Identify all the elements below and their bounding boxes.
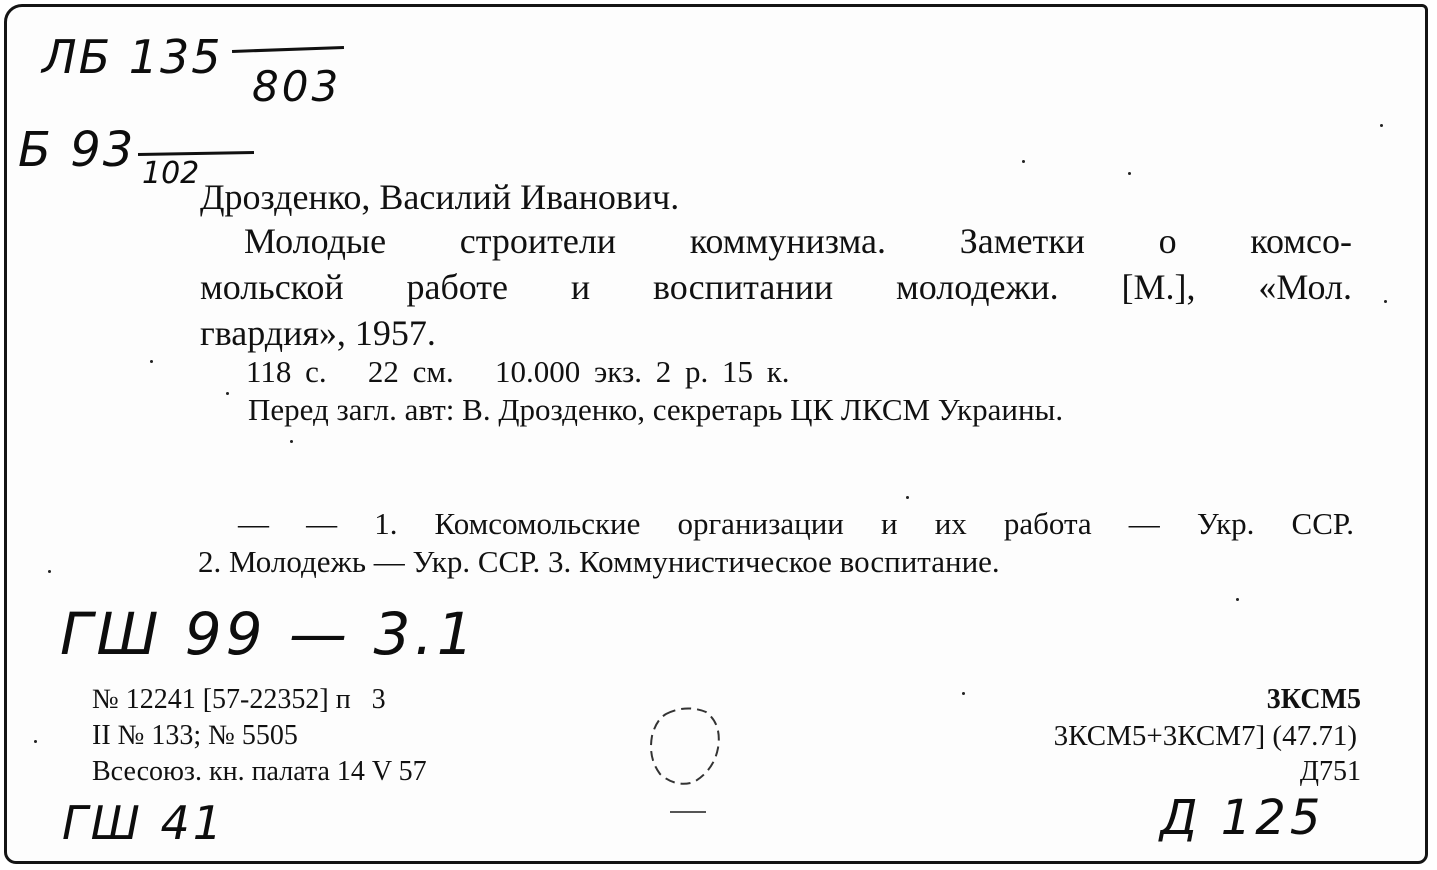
handwritten-shelfmark-mid-fraction: 102 bbox=[142, 156, 200, 191]
entry-title-line-3: гвардия», 1957. bbox=[200, 313, 436, 353]
entry-author: Дрозденко, Василий Иванович. bbox=[200, 177, 680, 217]
handwritten-location-code-1: ГШ 99 — 3.1 bbox=[60, 600, 478, 668]
entry-title-line-1: Молодые строители коммунизма. Заметки о комсо- bbox=[244, 221, 1352, 261]
imprint-line-1: № 12241 [57-22352] п 3 bbox=[92, 684, 386, 715]
scan-speck bbox=[290, 440, 293, 443]
handwritten-note-bottom-right: Д 125 bbox=[1160, 790, 1325, 846]
scan-speck bbox=[48, 570, 51, 573]
scan-speck bbox=[906, 496, 909, 499]
entry-subjects-line-1: — — 1. Комсомольские организации и их работа — Укр. ССР. bbox=[238, 506, 1354, 541]
scan-speck bbox=[1022, 160, 1025, 163]
scan-speck bbox=[1236, 598, 1239, 601]
imprint-line-3: Всесоюз. кн. палата 14 V 57 bbox=[92, 756, 427, 787]
entry-subjects-line-2: 2. Молодежь — Укр. ССР. 3. Коммунистическое воспитание. bbox=[198, 544, 1000, 579]
entry-note: Перед загл. авт: В. Дрозденко, секретарь ЦК ЛКСМ Украины. bbox=[248, 392, 1064, 427]
classification-line-1: 3КСМ5 bbox=[1266, 684, 1361, 715]
imprint-line-2: II № 133; № 5505 bbox=[92, 720, 298, 751]
entry-title-line-2: мольской работе и воспитании молодежи. [М.], «Мол. bbox=[200, 267, 1352, 307]
scan-speck bbox=[226, 392, 229, 395]
scan-speck bbox=[1128, 172, 1131, 175]
scan-speck bbox=[1380, 124, 1383, 127]
handwritten-shelfmark-mid: Б 93 bbox=[18, 122, 136, 178]
scan-speck bbox=[962, 692, 965, 695]
handwritten-shelfmark-top: ЛБ 135 bbox=[42, 30, 223, 84]
handwritten-shelfmark-top-fraction: 803 bbox=[252, 62, 342, 111]
classification-line-2: 3КСМ5+3КСМ7] (47.71) bbox=[1053, 720, 1357, 752]
scan-speck bbox=[1384, 300, 1387, 303]
handwritten-location-code-2: ГШ 41 bbox=[62, 796, 225, 850]
card-hole-mark bbox=[636, 700, 736, 820]
scan-speck bbox=[150, 360, 153, 363]
classification-line-3: Д751 bbox=[1299, 756, 1361, 787]
entry-collation: 118 с. 22 см. 10.000 экз. 2 р. 15 к. bbox=[246, 354, 790, 389]
scan-speck bbox=[34, 740, 37, 743]
